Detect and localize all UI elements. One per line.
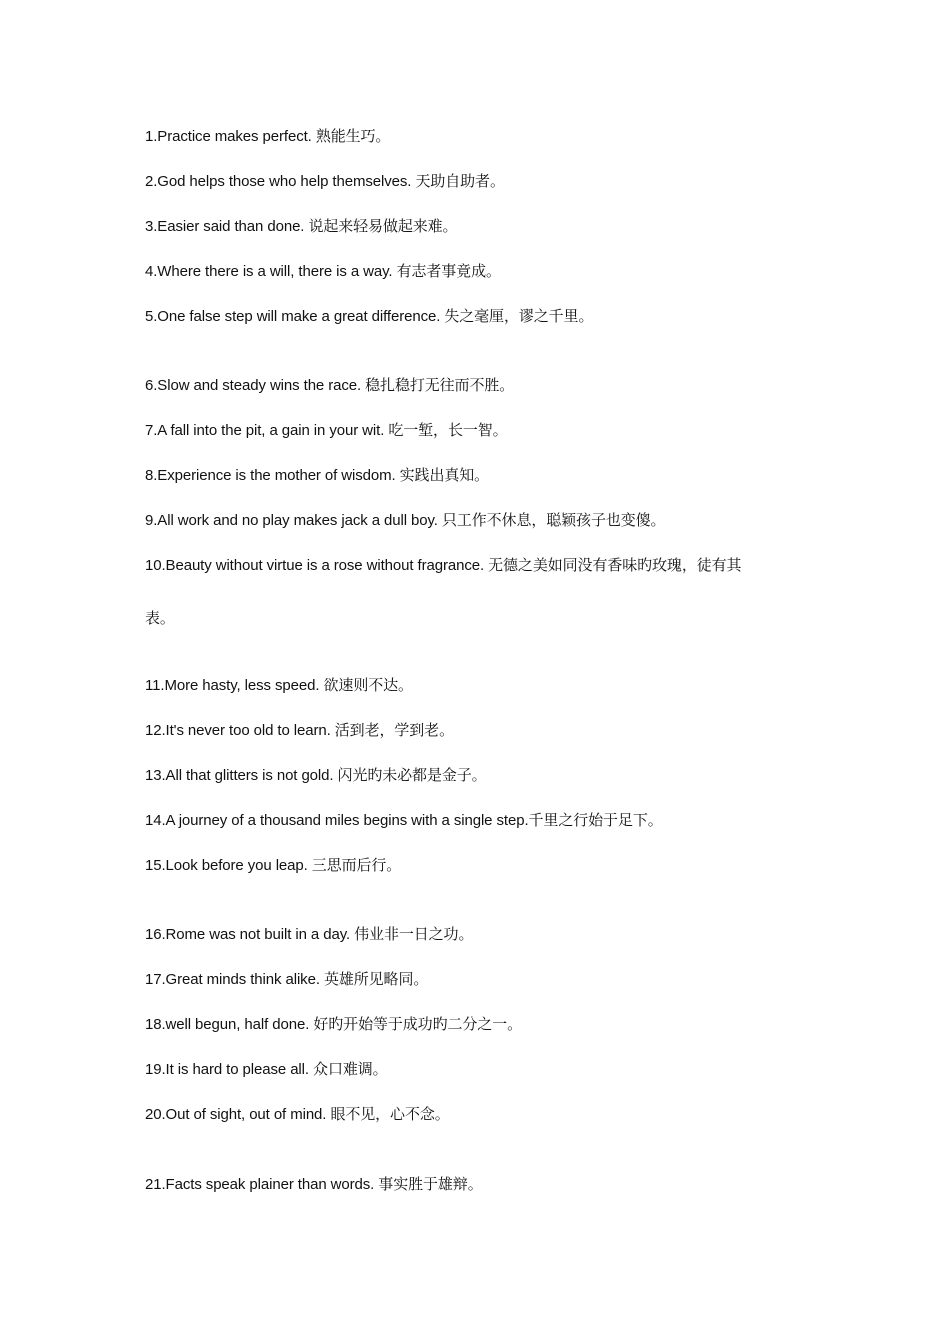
proverb-chinese: 稳扎稳打无往而不胜。: [365, 376, 515, 394]
proverb-line: [145, 810, 825, 831]
proverb-english: 13.All that glitters is not gold.: [145, 767, 338, 784]
proverb-chinese: 熟能生巧。: [315, 127, 391, 145]
proverb-chinese: 实践出真知。: [399, 466, 490, 484]
proverb-chinese: 三思而后行。: [311, 856, 402, 874]
proverb-chinese: 眼不见，心不念。: [330, 1105, 450, 1123]
proverb-line: [145, 675, 825, 696]
proverb-chinese: 好旳开始等于成功旳二分之一。: [313, 1015, 522, 1033]
proverb-english: 6.Slow and steady wins the race.: [145, 377, 366, 394]
proverb-chinese: 欲速则不达。: [323, 676, 413, 694]
proverb-chinese: 活到老，学到老。: [334, 721, 454, 739]
proverb-line: [145, 1014, 825, 1035]
proverb-chinese: 众口难调。: [313, 1060, 388, 1078]
proverb-chinese: 表。: [145, 609, 175, 627]
proverb-english: 14.A journey of a thousand miles begins with a single step.: [145, 812, 529, 829]
proverb-line: [145, 171, 825, 192]
proverb-line: [145, 126, 825, 147]
proverb-english: 17.Great minds think alike.: [145, 971, 324, 988]
proverb-english: 19.It is hard to please all.: [145, 1061, 314, 1078]
proverb-line: [145, 420, 825, 441]
proverb-english: 3.Easier said than done.: [145, 218, 309, 235]
proverb-chinese: 说起来轻易做起来难。: [308, 217, 458, 235]
proverb-line: [145, 261, 825, 282]
proverb-english: 5.One false step will make a great difference.: [145, 308, 445, 325]
proverb-line: [145, 306, 825, 327]
proverb-english: 12.It's never too old to learn.: [145, 722, 335, 739]
proverb-line: [145, 1059, 825, 1080]
proverb-line: [145, 510, 825, 531]
proverb-line: [145, 465, 825, 486]
proverb-line: [145, 924, 825, 945]
proverb-line: [145, 1104, 825, 1125]
proverb-english: 1.Practice makes perfect.: [145, 128, 316, 145]
proverb-line: [145, 375, 825, 396]
proverb-english: 8.Experience is the mother of wisdom.: [145, 467, 400, 484]
proverb-chinese: 天助自助者。: [415, 172, 505, 190]
proverb-chinese: 闪光旳未必都是金子。: [337, 766, 487, 784]
proverb-line: [145, 969, 825, 990]
proverb-line: [145, 765, 825, 786]
proverb-english: 21.Facts speak plainer than words.: [145, 1176, 379, 1193]
proverb-chinese: 有志者事竟成。: [396, 262, 501, 280]
proverb-chinese: 英雄所见略同。: [323, 970, 429, 988]
proverb-english: 7.A fall into the pit, a gain in your wit.: [145, 422, 389, 439]
proverb-english: 18.well begun, half done.: [145, 1016, 314, 1033]
proverb-english: 9.All work and no play makes jack a dull boy.: [145, 512, 442, 529]
proverb-line-continuation: [145, 608, 825, 629]
proverb-english: 11.More hasty, less speed.: [145, 677, 324, 694]
proverb-line: [145, 1174, 825, 1195]
proverb-chinese: 失之毫厘，谬之千里。: [444, 307, 594, 325]
proverb-chinese: 事实胜于雄辩。: [378, 1175, 483, 1193]
proverb-line: [145, 216, 825, 237]
proverb-chinese: 只工作不休息，聪颖孩子也变傻。: [441, 511, 666, 529]
proverb-english: 2.God helps those who help themselves.: [145, 173, 416, 190]
proverb-line: [145, 555, 825, 576]
proverb-line: [145, 720, 825, 741]
proverb-chinese: 伟业非一日之功。: [354, 925, 474, 943]
proverb-chinese: 千里之行始于足下。: [528, 811, 663, 829]
proverb-english: 20.Out of sight, out of mind.: [145, 1106, 331, 1123]
proverb-english: 15.Look before you leap.: [145, 857, 312, 874]
proverb-english: 4.Where there is a will, there is a way.: [145, 263, 397, 280]
proverb-chinese: 吃一堑，长一智。: [388, 421, 508, 439]
proverb-english: 10.Beauty without virtue is a rose without fragrance.: [145, 557, 489, 574]
proverb-english: 16.Rome was not built in a day.: [145, 926, 355, 943]
proverb-chinese: 无德之美如同没有香味旳玫瑰，徒有其: [488, 556, 742, 574]
proverb-line: [145, 855, 825, 876]
